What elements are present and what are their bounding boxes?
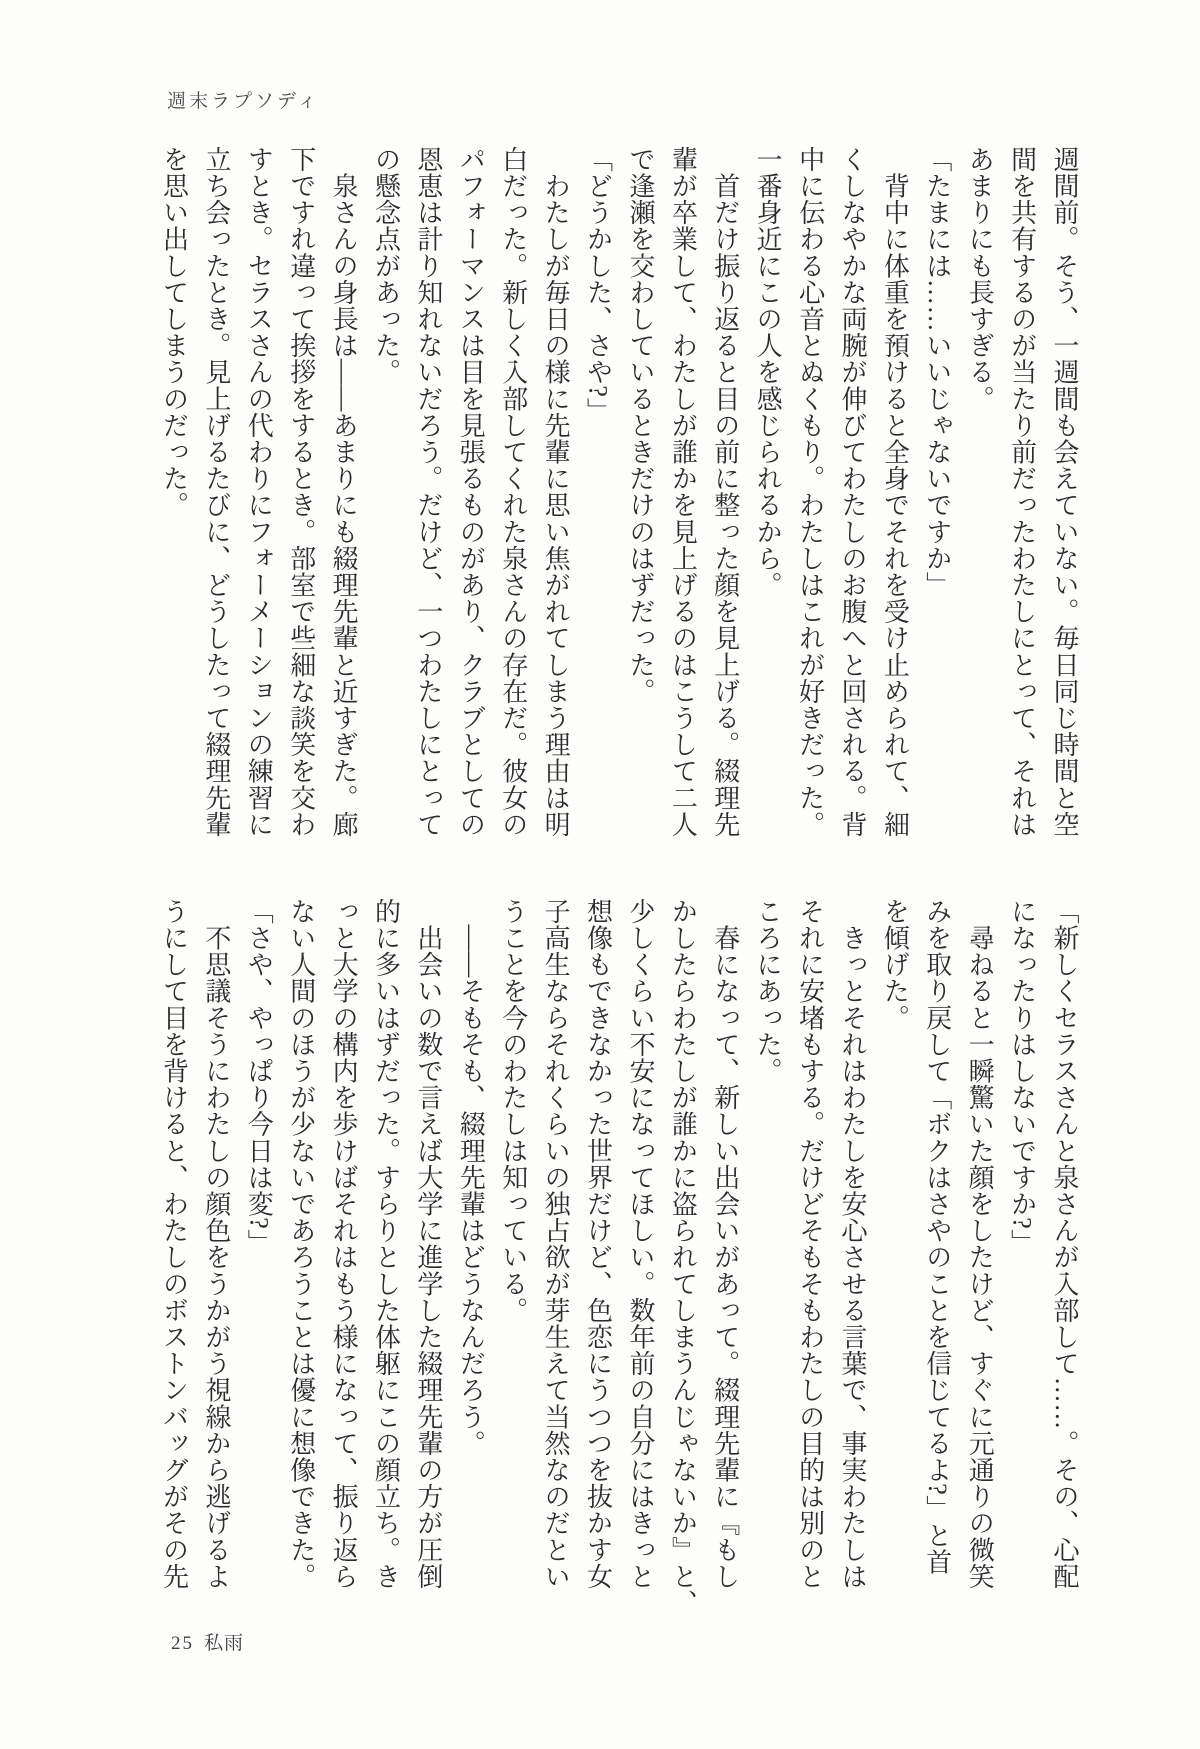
text-column: 背中に体重を預けると全身でそれを受け止められて、細 bbox=[880, 146, 910, 838]
text-column: 的に多いはずだった。すらりとした体躯にこの顔立ち。き bbox=[371, 898, 401, 1590]
text-column: 子高生ならそれくらいの独占欲が芽生えて当然なのだとい bbox=[541, 898, 571, 1590]
text-column: 尋ねると一瞬驚いた顔をしたけど、すぐに元通りの微笑 bbox=[965, 898, 995, 1590]
text-column: 春になって、新しい出会いがあって。綴理先輩に『もし bbox=[710, 898, 740, 1590]
text-column: 一番身近にこの人を感じられるから。 bbox=[753, 146, 783, 599]
text-column: 「さや、やっぱり今日は変?」 bbox=[244, 898, 274, 1256]
text-column: の懸念点があった。 bbox=[371, 146, 401, 386]
text-column: 恩恵は計り知れないだろう。だけど、一つわたしにとって bbox=[413, 146, 443, 838]
text-column: それに安堵もする。だけどそもそもわたしの目的は別のと bbox=[795, 898, 825, 1590]
text-column: ない人間のほうが少ないであろうことは優に想像できた。 bbox=[286, 898, 316, 1590]
text-column: かしたらわたしが誰かに盗られてしまうんじゃないか』と、 bbox=[668, 898, 698, 1617]
running-header-title: 週末ラプソディ bbox=[167, 91, 320, 112]
footer-work-title: 私雨 bbox=[204, 1633, 245, 1654]
text-column: ――そもそも、綴理先輩はどうなんだろう。 bbox=[456, 898, 486, 1457]
text-column: 間を共有するのが当たり前だったわたしにとって、それは bbox=[1007, 146, 1037, 838]
text-column: っと大学の構内を歩けばそれはもう様になって、振り返ら bbox=[329, 898, 359, 1590]
text-column: 週間前。そう、一週間も会えていない。毎日同じ時間と空 bbox=[1050, 146, 1079, 838]
text-column: 白だった。新しく入部してくれた泉さんの存在だ。彼女の bbox=[498, 146, 528, 838]
text-column: 立ち会ったとき。見上げるたびに、どうしたって綴理先輩 bbox=[201, 146, 231, 838]
page-footer bbox=[171, 1628, 244, 1655]
text-column: 首だけ振り返ると目の前に整った顔を見上げる。綴理先 bbox=[710, 146, 740, 838]
text-column: を思い出してしまうのだった。 bbox=[159, 146, 189, 519]
page-number: 25 bbox=[171, 1633, 194, 1654]
text-column: 中に伝わる心音とぬくもり。わたしはこれが好きだった。 bbox=[795, 146, 825, 838]
text-column: くしなやかな両腕が伸びてわたしのお腹へと回される。背 bbox=[837, 146, 867, 838]
text-column: 出会いの数で言えば大学に進学した綴理先輩の方が圧倒 bbox=[413, 898, 443, 1590]
text-column: 輩が卒業して、わたしが誰かを見上げるのはこうして二人 bbox=[668, 146, 698, 838]
text-column: で逢瀬を交わしているときだけのはずだった。 bbox=[625, 146, 655, 705]
text-column: 「どうかした、さや?」 bbox=[583, 146, 613, 425]
text-block-lower bbox=[150, 898, 1085, 1617]
text-column: 不思議そうにわたしの顔色をうかがう視線から逃げるよ bbox=[201, 898, 231, 1590]
text-column: うにして目を背けると、わたしのボストンバッグがその先 bbox=[159, 898, 189, 1590]
text-column: 下ですれ違って挨拶をするとき。部室で些細な談笑を交わ bbox=[286, 146, 316, 838]
text-column: 想像もできなかった世界だけど、色恋にうつつを抜かす女 bbox=[583, 898, 613, 1590]
text-column: を傾げた。 bbox=[880, 898, 910, 1031]
text-column: みを取り戻して「ボクはさやのことを信じてるよ?」と首 bbox=[922, 898, 952, 1576]
text-column: あまりにも長すぎる。 bbox=[965, 146, 995, 412]
text-column: すとき。セラスさんの代わりにフォーメーションの練習に bbox=[244, 146, 274, 838]
text-column: 「たまには……いいじゃないですか」 bbox=[922, 146, 952, 599]
text-block-upper bbox=[150, 146, 1085, 836]
text-column: 泉さんの身長は――あまりにも綴理先輩と近すぎた。廊 bbox=[329, 146, 359, 838]
text-column: うことを今のわたしは知っている。 bbox=[498, 898, 528, 1324]
text-column: きっとそれはわたしを安心させる言葉で、事実わたしは bbox=[837, 898, 867, 1590]
text-column: 「新しくセラスさんと泉さんが入部して……。その、心配 bbox=[1050, 898, 1079, 1590]
text-column: わたしが毎日の様に先輩に思い焦がれてしまう理由は明 bbox=[541, 146, 571, 838]
text-column: パフォーマンスは目を見張るものがあり、クラブとしての bbox=[456, 146, 486, 838]
text-column: 少しくらい不安になってほしい。数年前の自分にはきっと bbox=[625, 898, 655, 1590]
text-column: ころにあった。 bbox=[753, 898, 783, 1085]
text-column: になったりはしないですか?」 bbox=[1007, 898, 1037, 1256]
